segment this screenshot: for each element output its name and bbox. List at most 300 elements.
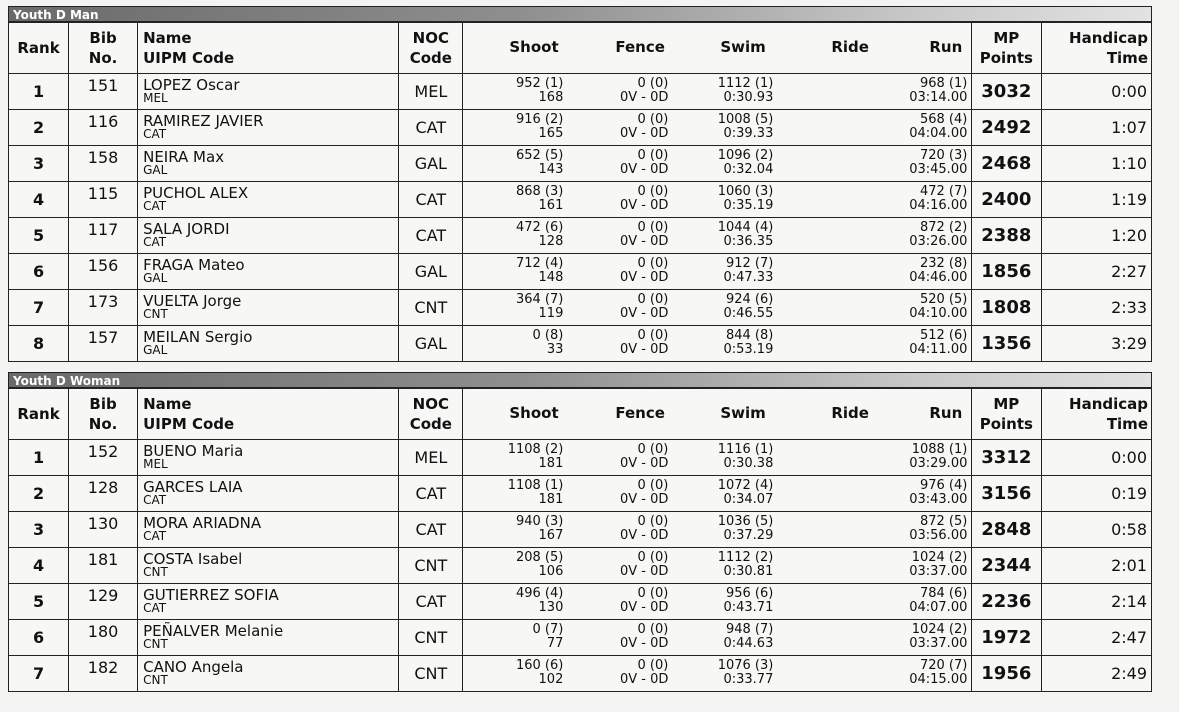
run-points: 1088 (1) [911, 442, 968, 457]
rank-cell: 2 [9, 110, 69, 146]
handicap-time-cell: 1:19 [1041, 182, 1151, 218]
fence-result [573, 551, 668, 579]
fence-record: 0V - 0D [619, 636, 669, 651]
noc-cell: CAT [399, 110, 463, 146]
run-points: 720 (7) [919, 658, 968, 673]
mp-points-cell: 1972 [971, 620, 1041, 656]
header-bib-line2: No. [88, 415, 118, 433]
header-name-line1: Name [143, 29, 192, 47]
bib-cell: 157 [69, 326, 138, 362]
run-result [868, 515, 967, 543]
bib-cell: 117 [69, 218, 138, 254]
shoot-points: 952 (1) [515, 76, 564, 91]
swim-time: 0:33.77 [723, 672, 774, 687]
run-result [868, 623, 967, 651]
fence-result [573, 479, 668, 507]
shoot-result [463, 185, 563, 213]
athlete-name: NEIRA Max [143, 148, 225, 166]
swim-time: 0:47.33 [723, 270, 774, 285]
shoot-points: 1108 (1) [507, 478, 564, 493]
events-cell [463, 548, 971, 584]
run-time: 04:04.00 [909, 126, 968, 141]
table-row [9, 512, 1152, 548]
name-cell [138, 548, 399, 584]
run-time: 03:37.00 [909, 636, 968, 651]
shoot-score: 167 [538, 528, 564, 543]
fence-points: 0 (0) [637, 514, 669, 529]
bib-cell: 116 [69, 110, 138, 146]
noc-cell: GAL [399, 254, 463, 290]
name-cell [138, 440, 399, 476]
rank-cell: 3 [9, 512, 69, 548]
shoot-points: 712 (4) [515, 256, 564, 271]
swim-points: 1112 (1) [717, 76, 774, 91]
name-cell [138, 656, 399, 692]
uipm-code: MEL [143, 91, 168, 105]
name-cell [138, 326, 399, 362]
rank-cell: 6 [9, 620, 69, 656]
run-time: 03:26.00 [909, 234, 968, 249]
swim-result [678, 443, 773, 471]
shoot-points: 208 (5) [515, 550, 564, 565]
bib-cell: 156 [69, 254, 138, 290]
run-points: 872 (2) [919, 220, 968, 235]
header-bib-line1: Bib [89, 29, 117, 47]
swim-points: 1096 (2) [717, 148, 774, 163]
run-points: 512 (6) [919, 328, 968, 343]
header-mp-points [971, 23, 1041, 74]
shoot-result [463, 329, 563, 357]
swim-points: 1036 (5) [717, 514, 774, 529]
table-row [9, 548, 1152, 584]
rank-cell: 3 [9, 146, 69, 182]
handicap-time-cell: 0:00 [1041, 74, 1151, 110]
run-result [868, 257, 967, 285]
fence-result [573, 293, 668, 321]
fence-record: 0V - 0D [619, 270, 669, 285]
fence-record: 0V - 0D [619, 342, 669, 357]
uipm-code: CNT [143, 565, 168, 579]
swim-points: 1060 (3) [717, 184, 774, 199]
fence-points: 0 (0) [637, 76, 669, 91]
athlete-name: BUENO Maria [143, 442, 244, 460]
uipm-code: CAT [143, 601, 167, 615]
athlete-name: RAMIREZ JAVIER [143, 112, 264, 130]
run-result [868, 113, 967, 141]
noc-cell: CAT [399, 512, 463, 548]
swim-points: 1008 (5) [717, 112, 774, 127]
handicap-time-cell: 0:19 [1041, 476, 1151, 512]
noc-cell: CAT [399, 182, 463, 218]
run-result [868, 329, 967, 357]
mp-points-cell: 2468 [971, 146, 1041, 182]
header-ride: Ride [831, 404, 869, 422]
header-fence: Fence [615, 404, 665, 422]
header-swim: Swim [720, 404, 766, 422]
table-row [9, 476, 1152, 512]
fence-result [573, 443, 668, 471]
swim-time: 0:36.35 [723, 234, 774, 249]
header-name-line2: UIPM Code [143, 49, 235, 67]
table-row [9, 620, 1152, 656]
results-section-youth-d-woman [8, 372, 1152, 692]
name-cell [138, 74, 399, 110]
header-run: Run [929, 404, 963, 422]
fence-points: 0 (0) [637, 478, 669, 493]
run-time: 03:43.00 [909, 492, 968, 507]
swim-points: 1072 (4) [717, 478, 774, 493]
events-cell [463, 254, 971, 290]
shoot-score: 181 [538, 492, 564, 507]
table-row [9, 290, 1152, 326]
events-cell [463, 656, 971, 692]
fence-result [573, 587, 668, 615]
header-handicap-time [1041, 23, 1151, 74]
fence-result [573, 515, 668, 543]
shoot-result [463, 587, 563, 615]
header-run: Run [929, 38, 963, 56]
header-hc-line1: Handicap [1069, 395, 1148, 413]
bib-cell: 129 [69, 584, 138, 620]
events-cell [463, 182, 971, 218]
athlete-name: CANO Angela [143, 658, 244, 676]
athlete-name: MORA ARIADNA [143, 514, 262, 532]
fence-points: 0 (0) [637, 622, 669, 637]
run-time: 03:37.00 [909, 564, 968, 579]
run-time: 04:11.00 [909, 342, 968, 357]
mp-points-cell: 1956 [971, 656, 1041, 692]
noc-cell: CAT [399, 584, 463, 620]
header-hc-line2: Time [1106, 49, 1148, 67]
athlete-name: PUCHOL ALEX [143, 184, 249, 202]
rank-cell: 1 [9, 74, 69, 110]
mp-points-cell: 2492 [971, 110, 1041, 146]
uipm-code: MEL [143, 457, 168, 471]
header-bib [69, 389, 138, 440]
run-points: 520 (5) [919, 292, 968, 307]
run-time: 04:15.00 [909, 672, 968, 687]
swim-result [678, 293, 773, 321]
name-cell [138, 254, 399, 290]
swim-result [678, 515, 773, 543]
mp-points-cell: 2388 [971, 218, 1041, 254]
header-noc-line2: Code [409, 49, 452, 67]
mp-points-cell: 1856 [971, 254, 1041, 290]
swim-points: 1076 (3) [717, 658, 774, 673]
noc-cell: CAT [399, 476, 463, 512]
events-cell [463, 512, 971, 548]
rank-cell: 5 [9, 218, 69, 254]
fence-points: 0 (0) [637, 658, 669, 673]
fence-result [573, 329, 668, 357]
fence-result [573, 257, 668, 285]
events-cell [463, 290, 971, 326]
uipm-code: CAT [143, 529, 167, 543]
run-result [868, 479, 967, 507]
shoot-result [463, 443, 563, 471]
header-bib-line2: No. [88, 49, 118, 67]
rank-cell: 2 [9, 476, 69, 512]
header-hc-line2: Time [1106, 415, 1148, 433]
header-mp-line2: Points [979, 415, 1033, 433]
swim-time: 0:43.71 [723, 600, 774, 615]
mp-points-cell: 3312 [971, 440, 1041, 476]
header-row [9, 389, 1152, 440]
handicap-time-cell: 0:00 [1041, 440, 1151, 476]
fence-record: 0V - 0D [619, 672, 669, 687]
run-time: 03:14.00 [909, 90, 968, 105]
swim-time: 0:30.38 [723, 456, 774, 471]
events-cell [463, 620, 971, 656]
header-handicap-time [1041, 389, 1151, 440]
bib-cell: 173 [69, 290, 138, 326]
athlete-name: FRAGA Mateo [143, 256, 245, 274]
swim-time: 0:30.93 [723, 90, 774, 105]
header-mp-line1: MP [993, 29, 1020, 47]
bib-cell: 115 [69, 182, 138, 218]
events-cell [463, 440, 971, 476]
uipm-code: CAT [143, 235, 167, 249]
handicap-time-cell: 2:49 [1041, 656, 1151, 692]
uipm-code: GAL [143, 163, 168, 177]
run-points: 976 (4) [919, 478, 968, 493]
mp-points-cell: 3032 [971, 74, 1041, 110]
shoot-points: 0 (7) [532, 622, 564, 637]
fence-result [573, 149, 668, 177]
run-time: 04:16.00 [909, 198, 968, 213]
run-points: 872 (5) [919, 514, 968, 529]
uipm-code: GAL [143, 343, 168, 357]
fence-record: 0V - 0D [619, 528, 669, 543]
shoot-points: 940 (3) [515, 514, 564, 529]
header-noc-line1: NOC [412, 395, 449, 413]
noc-cell: MEL [399, 74, 463, 110]
table-row [9, 146, 1152, 182]
events-cell [463, 326, 971, 362]
fence-points: 0 (0) [637, 148, 669, 163]
shoot-result [463, 149, 563, 177]
mp-points-cell: 1356 [971, 326, 1041, 362]
noc-cell: CAT [399, 218, 463, 254]
events-cell [463, 146, 971, 182]
noc-cell: GAL [399, 326, 463, 362]
fence-result [573, 185, 668, 213]
shoot-points: 916 (2) [515, 112, 564, 127]
shoot-result [463, 221, 563, 249]
run-points: 568 (4) [919, 112, 968, 127]
header-shoot: Shoot [509, 38, 559, 56]
mp-points-cell: 2400 [971, 182, 1041, 218]
mp-points-cell: 2848 [971, 512, 1041, 548]
events-cell [463, 218, 971, 254]
fence-record: 0V - 0D [619, 564, 669, 579]
handicap-time-cell: 2:47 [1041, 620, 1151, 656]
run-result [868, 221, 967, 249]
bib-cell: 158 [69, 146, 138, 182]
rank-cell: 6 [9, 254, 69, 290]
swim-result [678, 659, 773, 687]
swim-time: 0:46.55 [723, 306, 774, 321]
header-hc-line1: Handicap [1069, 29, 1148, 47]
table-row [9, 584, 1152, 620]
run-points: 784 (6) [919, 586, 968, 601]
athlete-name: GARCES LAIA [143, 478, 243, 496]
header-name [138, 389, 399, 440]
run-result [868, 293, 967, 321]
run-result [868, 185, 967, 213]
uipm-code: CNT [143, 637, 168, 651]
athlete-name: SALA JORDI [143, 220, 230, 238]
noc-cell: MEL [399, 440, 463, 476]
shoot-points: 0 (8) [532, 328, 564, 343]
shoot-result [463, 113, 563, 141]
header-rank: Rank [9, 23, 69, 74]
handicap-time-cell: 2:27 [1041, 254, 1151, 290]
name-cell [138, 476, 399, 512]
swim-result [678, 479, 773, 507]
noc-cell: GAL [399, 146, 463, 182]
fence-points: 0 (0) [637, 220, 669, 235]
shoot-score: 130 [538, 600, 564, 615]
run-time: 03:29.00 [909, 456, 968, 471]
shoot-points: 364 (7) [515, 292, 564, 307]
swim-result [678, 623, 773, 651]
run-result [868, 551, 967, 579]
fence-result [573, 623, 668, 651]
header-noc [399, 23, 463, 74]
shoot-result [463, 257, 563, 285]
name-cell [138, 512, 399, 548]
rank-cell: 5 [9, 584, 69, 620]
shoot-score: 168 [538, 90, 564, 105]
rank-cell: 7 [9, 290, 69, 326]
header-shoot: Shoot [509, 404, 559, 422]
fence-record: 0V - 0D [619, 126, 669, 141]
fence-record: 0V - 0D [619, 600, 669, 615]
swim-result [678, 329, 773, 357]
header-name [138, 23, 399, 74]
shoot-result [463, 623, 563, 651]
handicap-time-cell: 1:10 [1041, 146, 1151, 182]
name-cell [138, 290, 399, 326]
handicap-time-cell: 2:33 [1041, 290, 1151, 326]
run-result [868, 659, 967, 687]
fence-points: 0 (0) [637, 112, 669, 127]
name-cell [138, 620, 399, 656]
uipm-code: CAT [143, 199, 167, 213]
fence-points: 0 (0) [637, 328, 669, 343]
swim-points: 1116 (1) [717, 442, 774, 457]
bib-cell: 128 [69, 476, 138, 512]
fence-record: 0V - 0D [619, 162, 669, 177]
swim-time: 0:37.29 [723, 528, 774, 543]
swim-points: 956 (6) [725, 586, 774, 601]
fence-points: 0 (0) [637, 442, 669, 457]
shoot-score: 128 [538, 234, 564, 249]
swim-points: 1112 (2) [717, 550, 774, 565]
header-ride: Ride [831, 38, 869, 56]
table-row [9, 656, 1152, 692]
fence-points: 0 (0) [637, 586, 669, 601]
shoot-result [463, 551, 563, 579]
header-mp-line1: MP [993, 395, 1020, 413]
handicap-time-cell: 2:01 [1041, 548, 1151, 584]
header-name-line1: Name [143, 395, 192, 413]
results-table [8, 388, 1152, 692]
noc-cell: CNT [399, 620, 463, 656]
events-cell [463, 110, 971, 146]
run-time: 04:46.00 [909, 270, 968, 285]
mp-points-cell: 2344 [971, 548, 1041, 584]
table-row [9, 110, 1152, 146]
run-result [868, 149, 967, 177]
category-title: Youth D Man [8, 6, 1152, 22]
swim-time: 0:39.33 [723, 126, 774, 141]
swim-result [678, 587, 773, 615]
athlete-name: COSTA Isabel [143, 550, 243, 568]
fence-result [573, 659, 668, 687]
swim-points: 1044 (4) [717, 220, 774, 235]
swim-result [678, 77, 773, 105]
rank-cell: 4 [9, 548, 69, 584]
handicap-time-cell: 2:14 [1041, 584, 1151, 620]
rank-cell: 7 [9, 656, 69, 692]
fence-points: 0 (0) [637, 184, 669, 199]
header-fence: Fence [615, 38, 665, 56]
run-points: 1024 (2) [911, 622, 968, 637]
run-time: 04:07.00 [909, 600, 968, 615]
run-points: 1024 (2) [911, 550, 968, 565]
header-bib [69, 23, 138, 74]
run-time: 03:45.00 [909, 162, 968, 177]
fence-result [573, 77, 668, 105]
bib-cell: 182 [69, 656, 138, 692]
bib-cell: 151 [69, 74, 138, 110]
header-mp-points [971, 389, 1041, 440]
table-row [9, 326, 1152, 362]
bib-cell: 130 [69, 512, 138, 548]
handicap-time-cell: 0:58 [1041, 512, 1151, 548]
shoot-score: 102 [538, 672, 564, 687]
athlete-name: LOPEZ Oscar [143, 76, 240, 94]
swim-time: 0:44.63 [723, 636, 774, 651]
run-result [868, 77, 967, 105]
run-points: 472 (7) [919, 184, 968, 199]
rank-cell: 8 [9, 326, 69, 362]
table-row [9, 440, 1152, 476]
swim-result [678, 185, 773, 213]
rank-cell: 1 [9, 440, 69, 476]
table-row [9, 254, 1152, 290]
header-row [9, 23, 1152, 74]
name-cell [138, 110, 399, 146]
fence-points: 0 (0) [637, 256, 669, 271]
header-events [463, 23, 971, 74]
fence-result [573, 221, 668, 249]
shoot-points: 496 (4) [515, 586, 564, 601]
table-row [9, 74, 1152, 110]
bib-cell: 180 [69, 620, 138, 656]
shoot-points: 472 (6) [515, 220, 564, 235]
shoot-score: 77 [546, 636, 564, 651]
shoot-points: 868 (3) [515, 184, 564, 199]
shoot-points: 1108 (2) [507, 442, 564, 457]
swim-points: 912 (7) [725, 256, 774, 271]
swim-result [678, 149, 773, 177]
run-points: 720 (3) [919, 148, 968, 163]
fence-record: 0V - 0D [619, 90, 669, 105]
header-rank: Rank [9, 389, 69, 440]
